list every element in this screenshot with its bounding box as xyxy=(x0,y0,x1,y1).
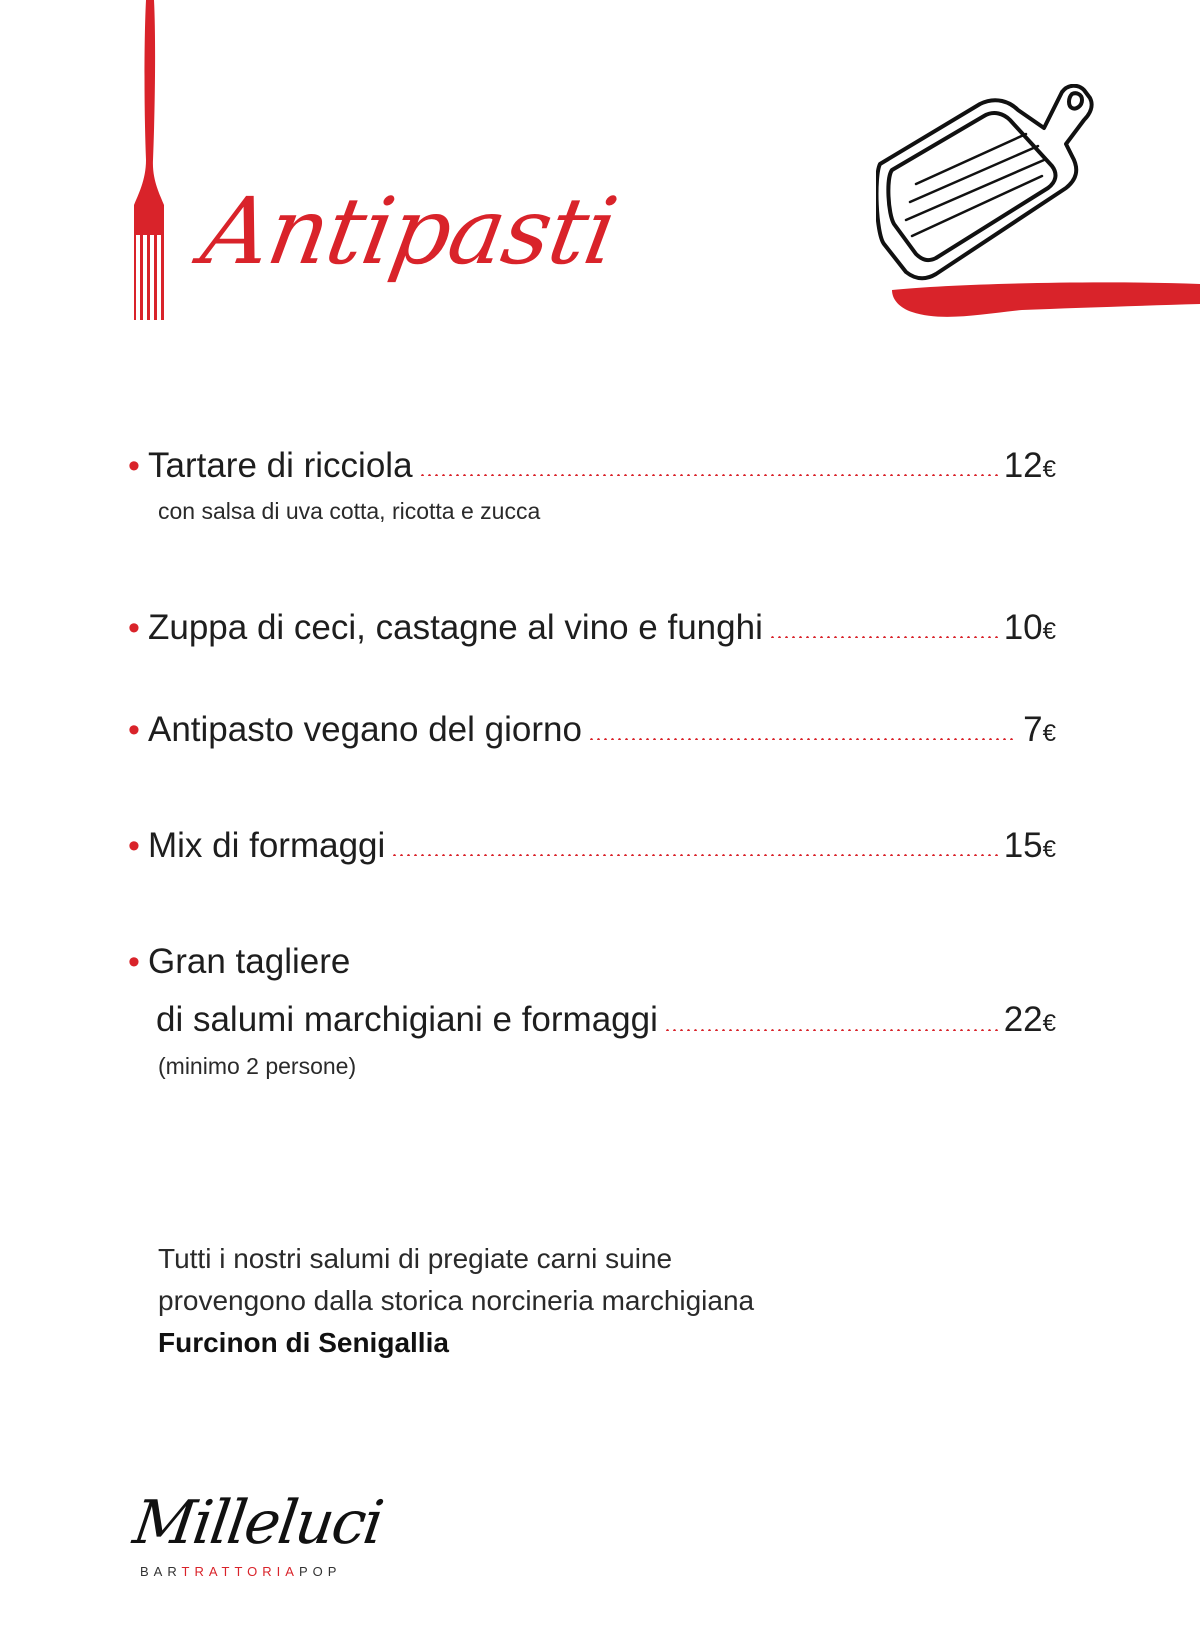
note-line: Tutti i nostri salumi di pregiate carni suine xyxy=(158,1243,673,1274)
dot-leader xyxy=(391,854,997,856)
item-price: 7€ xyxy=(1023,710,1056,749)
note-line: provengono dalla storica norcineria marchigiana xyxy=(158,1285,755,1316)
dot-leader xyxy=(588,738,1017,740)
bullet-icon: • xyxy=(128,447,140,485)
restaurant-logo xyxy=(129,1488,387,1584)
bullet-icon: • xyxy=(128,609,140,647)
item-name: Antipasto vegano del giorno xyxy=(148,710,582,749)
bullet-icon: • xyxy=(128,711,140,749)
dot-leader xyxy=(419,474,998,476)
list-item xyxy=(128,942,1056,1080)
item-name: Tartare di ricciola xyxy=(148,446,413,485)
item-price: 12€ xyxy=(1003,446,1056,485)
cutting-board-icon xyxy=(876,84,1116,284)
item-description: (minimo 2 persone) xyxy=(158,1052,357,1079)
logo-wordmark: Milleluci xyxy=(129,1488,387,1558)
supplier-name: Furcinon di Senigallia xyxy=(158,1327,449,1358)
list-item xyxy=(128,710,1056,750)
origin-note xyxy=(158,1238,958,1364)
bullet-icon: • xyxy=(128,827,140,865)
knife-icon xyxy=(892,282,1200,326)
fork-icon xyxy=(126,0,174,332)
item-price: 15€ xyxy=(1003,826,1056,865)
bullet-icon: • xyxy=(128,943,140,981)
item-price: 10€ xyxy=(1003,608,1056,647)
logo-tagline: BARTRATTORIAPOP xyxy=(140,1564,342,1579)
item-name: Zuppa di ceci, castagne al vino e funghi xyxy=(148,608,763,647)
item-description: con salsa di uva cotta, ricotta e zucca xyxy=(158,498,541,525)
item-name: Gran tagliere xyxy=(148,942,351,981)
page-title: Antipasti xyxy=(194,178,624,285)
list-item xyxy=(128,608,1056,648)
dot-leader xyxy=(664,1029,998,1031)
item-name-line2: di salumi marchigiani e formaggi xyxy=(156,1000,658,1040)
list-item xyxy=(128,446,1056,525)
item-name: Mix di formaggi xyxy=(148,826,386,865)
item-price: 22€ xyxy=(1003,1000,1056,1040)
list-item xyxy=(128,826,1056,866)
dot-leader xyxy=(769,636,998,638)
